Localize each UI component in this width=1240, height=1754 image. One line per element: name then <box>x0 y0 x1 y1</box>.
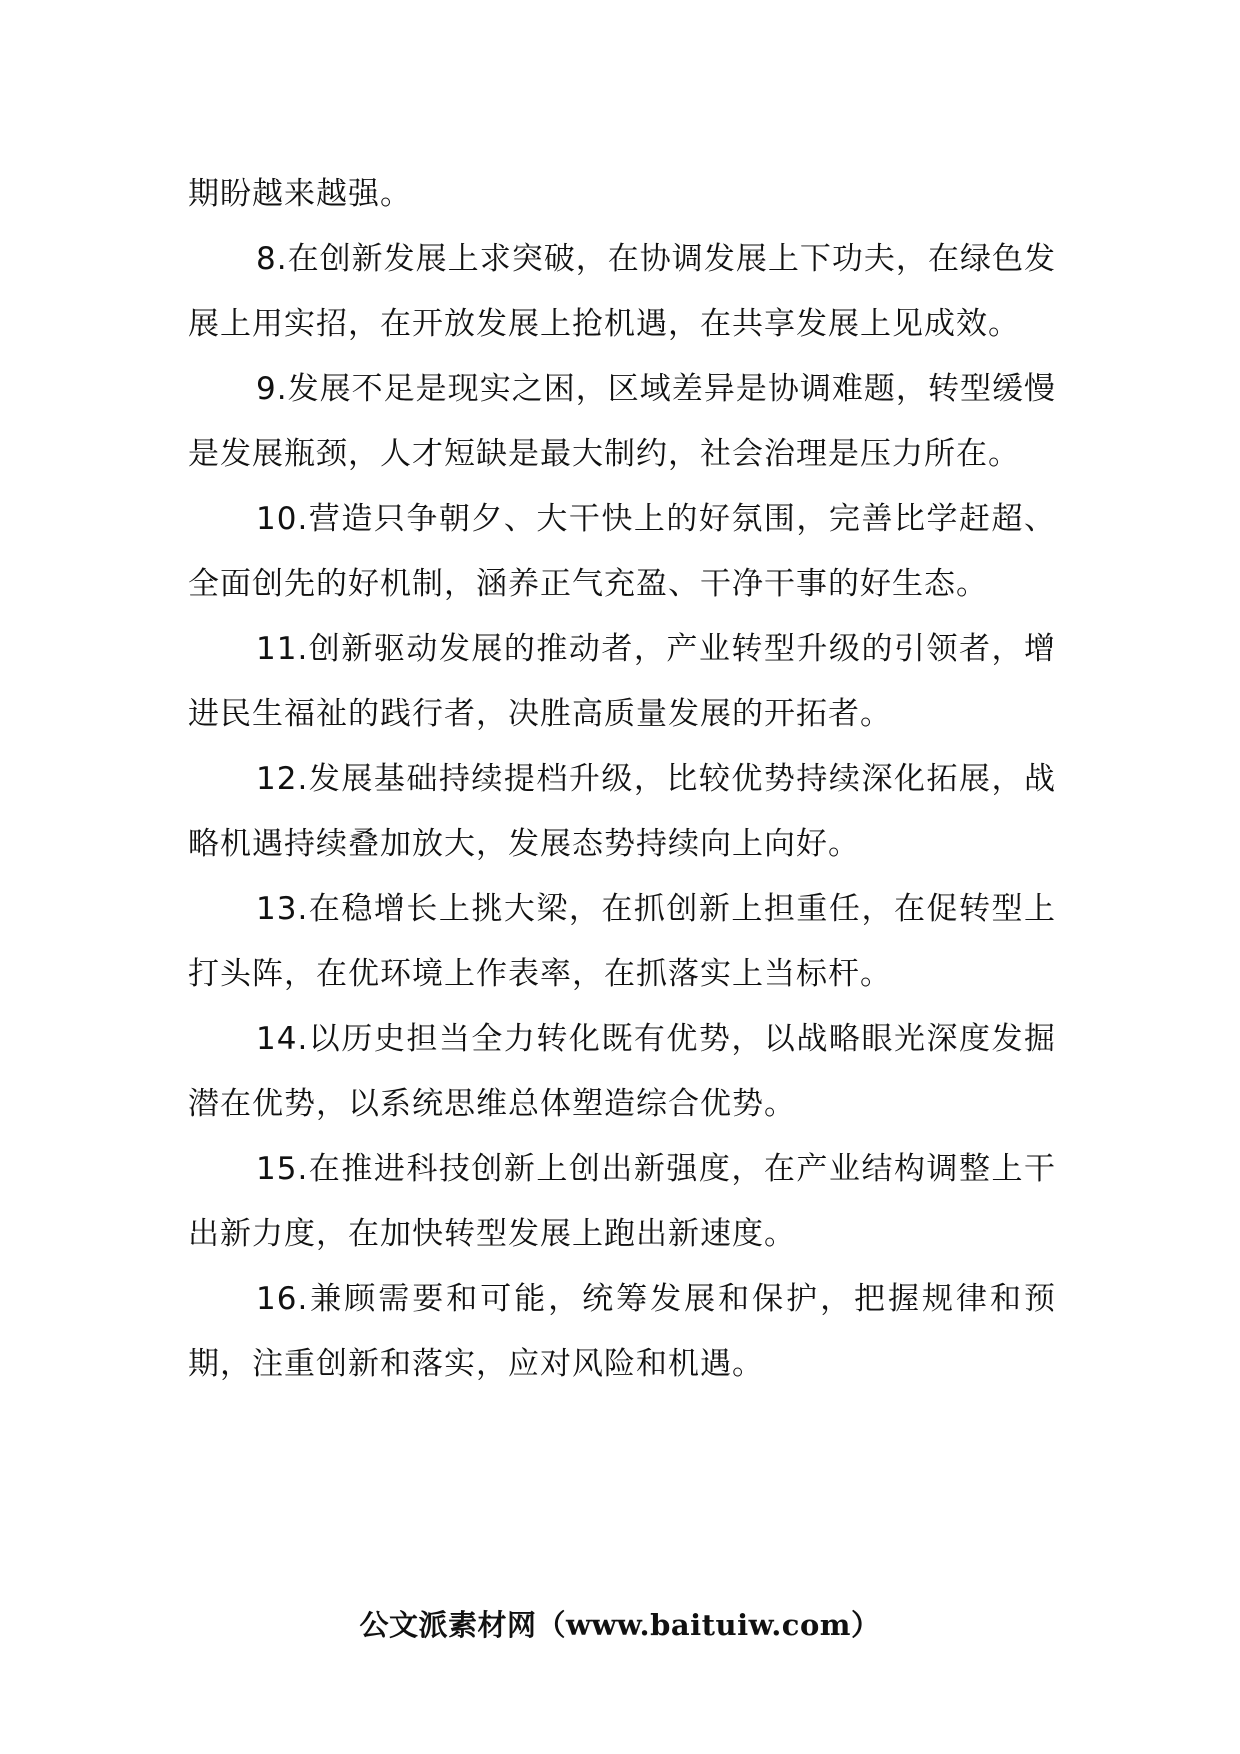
paragraph-item-13: 13.在稳增长上挑大梁，在抓创新上担重任，在促转型上打头阵，在优环境上作表率，在抓落实上当标杆。 <box>188 891 1056 992</box>
paragraph-item-14: 14.以历史担当全力转化既有优势，以战略眼光深度发掘潜在优势，以系统思维总体塑造综合优势。 <box>188 1021 1056 1122</box>
paragraph-item-16: 16.兼顾需要和可能，统筹发展和保护，把握规律和预期，注重创新和落实，应对风险和机遇。 <box>188 1281 1056 1382</box>
paragraph-item-12: 12.发展基础持续提档升级，比较优势持续深化拓展，战略机遇持续叠加放大，发展态势持续向上向好。 <box>188 761 1056 862</box>
paragraph-item-15: 15.在推进科技创新上创出新强度，在产业结构调整上干出新力度，在加快转型发展上跑出新速度。 <box>188 1151 1056 1252</box>
paragraph-item-11: 11.创新驱动发展的推动者，产业转型升级的引领者，增进民生福祉的践行者，决胜高质量发展的开拓者。 <box>188 631 1056 732</box>
paragraph-item-9: 9.发展不足是现实之困，区域差异是协调难题，转型缓慢是发展瓶颈，人才短缺是最大制约，社会治理是压力所在。 <box>188 371 1056 472</box>
paragraph-item-10: 10.营造只争朝夕、大干快上的好氛围，完善比学赶超、全面创先的好机制，涵养正气充盈、干净干事的好生态。 <box>188 501 1056 602</box>
document-body <box>188 162 1056 1397</box>
page-footer-source: 公文派素材网（www.baituiw.com） <box>359 1608 881 1642</box>
paragraph-continuation: 期盼越来越强。 <box>188 176 412 212</box>
paragraph-item-8: 8.在创新发展上求突破，在协调发展上下功夫，在绿色发展上用实招，在开放发展上抢机遇，在共享发展上见成效。 <box>188 241 1056 342</box>
